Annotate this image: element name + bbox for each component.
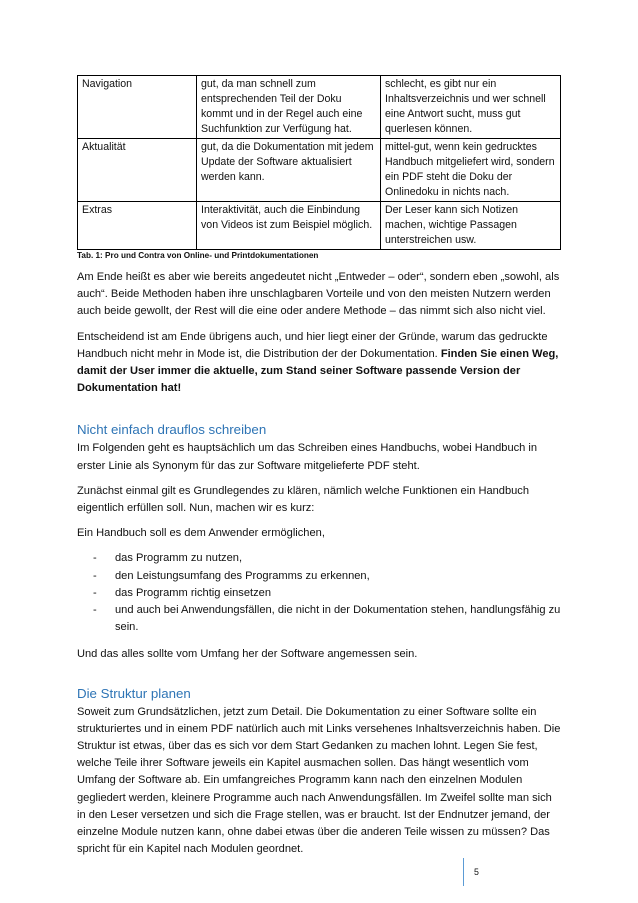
list-dash: - (93, 604, 97, 617)
list-dash: - (93, 552, 97, 565)
table-cell-aspect: Aktualität (78, 139, 197, 202)
table-cell-online: gut, da man schnell zum entsprechenden Teil der Doku kommt und in der Regel auch eine Suchfunktion zur Verfügung hat. (197, 76, 381, 139)
document-page (77, 75, 561, 866)
list-item-text: den Leistungsumfang des Programms zu erkennen, (115, 569, 370, 582)
section2-paragraph-1: Soweit zum Grundsätzlichen, jetzt zum Detail. Die Dokumentation zu einer Software sollte ein strukturiertes und in einem PDF natürlich auch mit Links versehenes Inhaltsverzeichnis haben. Die Struktur ist etwas, über das es sich vor dem Start Gedanken zu machen lohnt. Legen Sie fest, welche Teile ihrer Software jeweils ein Kapitel ausmachen sollen. Das hängt wesentlich vom Umfang der Software ab. Ein umfangreiches Programm kann nach den einzelnen Modulen gegliedert werden, kleinere Programme auch nach Anwendungsfällen. Im Zweifel sollte man sich in den Leser versetzen und sich die Frage stellen, was er braucht. Ist der Endnutzer jemand, der einzelne Module nutzen kann, ohne dabei etwas über die anderen Teile wissen zu müssen? Das spricht für ein Kapitel nach Modulen geordnet. (77, 705, 561, 856)
table-cell-print: Der Leser kann sich Notizen machen, wichtige Passagen unterstreichen usw. (381, 202, 561, 250)
function-list (77, 550, 561, 636)
table-caption: Tab. 1: Pro und Contra von Online- und Printdokumentationen (77, 251, 319, 260)
list-item (77, 568, 561, 585)
section1-paragraph-1: Im Folgenden geht es hauptsächlich um das Schreiben eines Handbuchs, wobei Handbuch in erster Linie als Synonym für das zur Software mitgelieferte PDF steht. (77, 442, 538, 472)
page-number: 5 (463, 858, 479, 886)
section-heading-structure: Die Struktur planen (77, 685, 191, 701)
section1-paragraph-3: Ein Handbuch soll es dem Anwender ermöglichen, (77, 527, 325, 540)
list-item (77, 602, 561, 636)
table-cell-online: gut, da die Dokumentation mit jedem Update der Software aktualisiert werden kann. (197, 139, 381, 202)
table-row (78, 202, 561, 250)
list-item (77, 585, 561, 602)
table-row (78, 76, 561, 139)
table-cell-aspect: Extras (78, 202, 197, 250)
list-item-text: das Programm zu nutzen, (115, 552, 243, 565)
section1-paragraph-4: Und das alles sollte vom Umfang her der Software angemessen sein. (77, 648, 418, 661)
section-heading-write: Nicht einfach drauflos schreiben (77, 422, 267, 438)
table-cell-print: schlecht, es gibt nur ein Inhaltsverzeichnis und wer schnell eine Antwort sucht, muss gut querlesen können. (381, 76, 561, 139)
table-cell-print: mittel-gut, wenn kein gedrucktes Handbuch mitgeliefert wird, sondern ein PDF steht die Doku der Onlinedoku in nichts nach. (381, 139, 561, 202)
table-cell-online: Interaktivität, auch die Einbindung von Videos ist zum Beispiel möglich. (197, 202, 381, 250)
intro-paragraph-2 (77, 329, 561, 398)
list-item-text: das Programm richtig einsetzen (115, 586, 271, 599)
intro-paragraph-2-text: Entscheidend ist am Ende übrigens auch, und hier liegt einer der Gründe, warum das gedruckte Handbuch nicht mehr in Mode ist, die Distribution der der Dokumentation. (77, 330, 548, 360)
list-dash: - (93, 586, 97, 599)
comparison-table (77, 75, 561, 250)
table-row (78, 139, 561, 202)
intro-paragraph-1: Am Ende heißt es aber wie bereits angedeutet nicht „Entweder – oder“, sondern eben „sowohl, als auch“. Beide Methoden haben ihre unschlagbaren Vorteile und von den meisten Nutzern werden auch beide gewollt, der Rest will die eine oder andere Methode – das nimmt sich also nicht viel. (77, 271, 560, 318)
list-item-text: und auch bei Anwendungsfällen, die nicht in der Dokumentation stehen, handlungsfähig zu sein. (115, 604, 561, 634)
intro-paragraph-2-emphasis: Finden Sie einen Weg, damit der User immer die aktuelle, zum Stand seiner Software passende Version der Dokumentation hat! (77, 347, 559, 395)
section1-paragraph-2: Zunächst einmal gilt es Grundlegendes zu klären, nämlich welche Funktionen ein Handbuch eigentlich erfüllen soll. Nun, machen wir es kurz: (77, 484, 530, 515)
list-dash: - (93, 569, 97, 582)
table-cell-aspect: Navigation (78, 76, 197, 139)
list-item (77, 550, 561, 567)
